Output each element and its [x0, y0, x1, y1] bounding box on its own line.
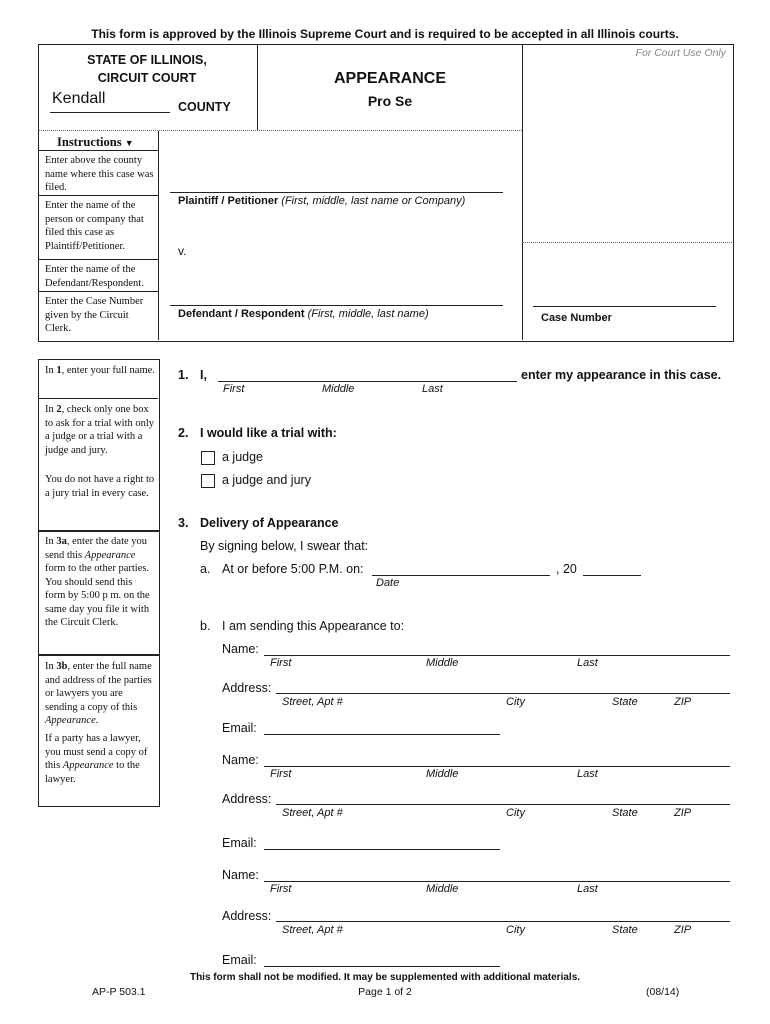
footer-notice: This form shall not be modified. It may be supplemented with additional materials.: [189, 972, 581, 983]
r1-zip: ZIP: [674, 696, 692, 708]
instructions-col-divider: [158, 131, 159, 340]
case-number-input[interactable]: [533, 306, 716, 307]
header-dotted-line: [38, 130, 522, 131]
r3-street: Street, Apt #: [282, 924, 343, 936]
r2-address-input[interactable]: [276, 804, 730, 805]
versus-label: v.: [178, 244, 187, 258]
s3a-label: a.: [200, 562, 211, 576]
note-3b-num: 3b: [56, 661, 68, 672]
r3-email-input[interactable]: [264, 966, 500, 967]
s3a-year-input[interactable]: [583, 575, 641, 576]
note-3c: [45, 732, 155, 786]
judge-jury-checkbox[interactable]: [201, 474, 215, 488]
plaintiff-label-bold: Plaintiff / Petitioner: [178, 195, 279, 207]
note-2b: You do not have a right to a jury trial in every case.: [45, 474, 155, 499]
page-number: Page 1 of 2: [358, 986, 412, 998]
note-1: [45, 364, 155, 378]
r2-zip: ZIP: [674, 807, 692, 819]
defendant-input[interactable]: [170, 305, 503, 306]
r2-street: Street, Apt #: [282, 807, 343, 819]
r2-address-label: Address:: [222, 792, 272, 806]
note-3b-mid: , enter the full name and address of the parties or lawyers you are sending a copy of this: [45, 661, 152, 713]
note-3a: [45, 535, 155, 630]
r1-city: City: [506, 696, 525, 708]
s1-i: I,: [200, 368, 207, 382]
s3-number: 3.: [178, 516, 189, 530]
r3-middle: Middle: [426, 883, 459, 895]
form-version: (08/14): [646, 986, 680, 998]
r2-state: State: [612, 807, 638, 819]
form-subtitle: Pro Se: [367, 93, 413, 109]
form-title: APPEARANCE: [333, 70, 446, 87]
note-2-post: , check only one box to ask for a trial with only a judge or a trial with a judge and jury.: [45, 404, 155, 456]
defendant-label-bold: Defendant / Respondent: [178, 308, 305, 320]
court-use-divider: [522, 44, 523, 340]
s2-title: I would like a trial with:: [200, 426, 337, 440]
note-3a-italic: Appearance: [84, 549, 136, 561]
s3-swear: By signing below, I swear that:: [200, 539, 369, 553]
instructions-underline: [38, 150, 158, 151]
court-use-label: For Court Use Only: [635, 47, 726, 59]
r1-address-label: Address:: [222, 681, 272, 695]
r2-city: City: [506, 807, 525, 819]
court-label: CIRCUIT COURT: [97, 71, 197, 85]
r3-name-label: Name:: [222, 868, 259, 882]
s1-middle: Middle: [322, 383, 355, 395]
court-use-dotted-line: [522, 242, 732, 243]
s1-tail: enter my appearance in this case.: [521, 368, 722, 382]
r2-name-input[interactable]: [264, 766, 730, 767]
r1-email-label: Email:: [222, 721, 257, 735]
r1-name-input[interactable]: [264, 655, 730, 656]
instructions-header: [57, 135, 134, 150]
s3b-text: I am sending this Appearance to:: [222, 619, 405, 633]
s3a-year-label: , 20: [556, 562, 577, 576]
note-3b-post: .: [95, 715, 99, 726]
r1-state: State: [612, 696, 638, 708]
r3-name-input[interactable]: [264, 881, 730, 882]
s3b-label: b.: [200, 619, 211, 633]
note-1-pre: In: [45, 365, 57, 376]
s3a-date-label: Date: [376, 577, 400, 589]
s1-last: Last: [422, 383, 443, 395]
r2-last: Last: [577, 768, 598, 780]
note-3a-num: 3a: [56, 536, 67, 547]
plaintiff-input[interactable]: [170, 192, 503, 193]
judge-option-label: a judge: [222, 450, 264, 464]
s3a-text: At or before 5:00 P.M. on:: [222, 562, 364, 576]
judge-checkbox[interactable]: [201, 451, 215, 465]
s1-name-input[interactable]: [218, 381, 517, 382]
defendant-label-italic: (First, middle, last name): [307, 308, 429, 320]
r3-email-label: Email:: [222, 953, 257, 967]
instruction-county: Enter above the county name where this case was filed.: [45, 155, 154, 193]
r3-last: Last: [577, 883, 598, 895]
r1-last: Last: [577, 657, 598, 669]
triangle-down-icon: ▼: [124, 138, 134, 148]
plaintiff-label-italic: (First, middle, last name or Company): [281, 195, 466, 207]
r1-first: First: [270, 657, 292, 669]
note-3a-mid: , enter the date you send this: [45, 536, 148, 561]
plaintiff-label: [178, 195, 465, 207]
note-3c-post: to the lawyer.: [45, 760, 140, 785]
note-3b: [45, 660, 155, 728]
s3a-date-input[interactable]: [372, 575, 550, 576]
r1-middle: Middle: [426, 657, 459, 669]
note-3b-pre: In: [45, 661, 57, 672]
instruction-plaintiff: Enter the name of the person or company that filed this case as Plaintiff/Petitioner.: [45, 200, 144, 252]
note-3a-pre: In: [45, 536, 57, 547]
state-label: STATE OF ILLINOIS,: [87, 53, 207, 67]
r1-email-input[interactable]: [264, 734, 500, 735]
r1-name-label: Name:: [222, 642, 259, 656]
case-number-label: Case Number: [541, 312, 612, 324]
r2-name-label: Name:: [222, 753, 259, 767]
note-3b-italic: Appearance: [45, 715, 96, 726]
r2-email-input[interactable]: [264, 849, 500, 850]
r3-state: State: [612, 924, 638, 936]
instruction-case-number: Enter the Case Number given by the Circuit Clerk.: [45, 296, 144, 334]
r2-middle: Middle: [426, 768, 459, 780]
r1-street: Street, Apt #: [282, 696, 343, 708]
r1-address-input[interactable]: [276, 693, 730, 694]
note-3c-pre: If a party has a lawyer, you must send a copy of this: [45, 733, 148, 771]
instr-sep-3: [38, 291, 158, 292]
instr-sep-1: [38, 195, 158, 196]
r3-address-input[interactable]: [276, 921, 730, 922]
form-id: AP-P 503.1: [92, 986, 146, 998]
r2-email-label: Email:: [222, 836, 257, 850]
county-label: COUNTY: [178, 100, 231, 114]
r3-address-label: Address:: [222, 909, 272, 923]
r3-first: First: [270, 883, 292, 895]
instr-sep-2: [38, 259, 158, 260]
note-1-num: 1: [56, 365, 62, 376]
instructions-header-text: Instructions: [57, 135, 122, 149]
s1-number: 1.: [178, 368, 189, 382]
note-3a-post: form to the other parties. You should send this form by 5:00 p m. on the same day you file it with the Circuit Clerk.: [45, 563, 150, 628]
note-3c-italic: Appearance: [62, 760, 114, 771]
r3-city: City: [506, 924, 525, 936]
s1-first: First: [223, 383, 245, 395]
s3-title: Delivery of Appearance: [200, 516, 339, 530]
top-notice: This form is approved by the Illinois Supreme Court and is required to be accepted in all Illinois courts.: [91, 27, 679, 41]
note-sep: [38, 398, 158, 399]
note-2-num: 2: [56, 404, 62, 415]
county-input[interactable]: Kendall: [52, 90, 106, 107]
instruction-defendant: Enter the name of the Defendant/Respondent.: [45, 264, 144, 289]
r2-first: First: [270, 768, 292, 780]
note-2: [45, 403, 155, 457]
defendant-label: [178, 308, 429, 320]
county-line: [50, 112, 170, 113]
note-1-post: , enter your full name.: [61, 365, 155, 376]
r3-zip: ZIP: [674, 924, 692, 936]
judge-jury-option-label: a judge and jury: [222, 473, 311, 487]
note-2-pre: In: [45, 404, 57, 415]
s2-number: 2.: [178, 426, 189, 440]
